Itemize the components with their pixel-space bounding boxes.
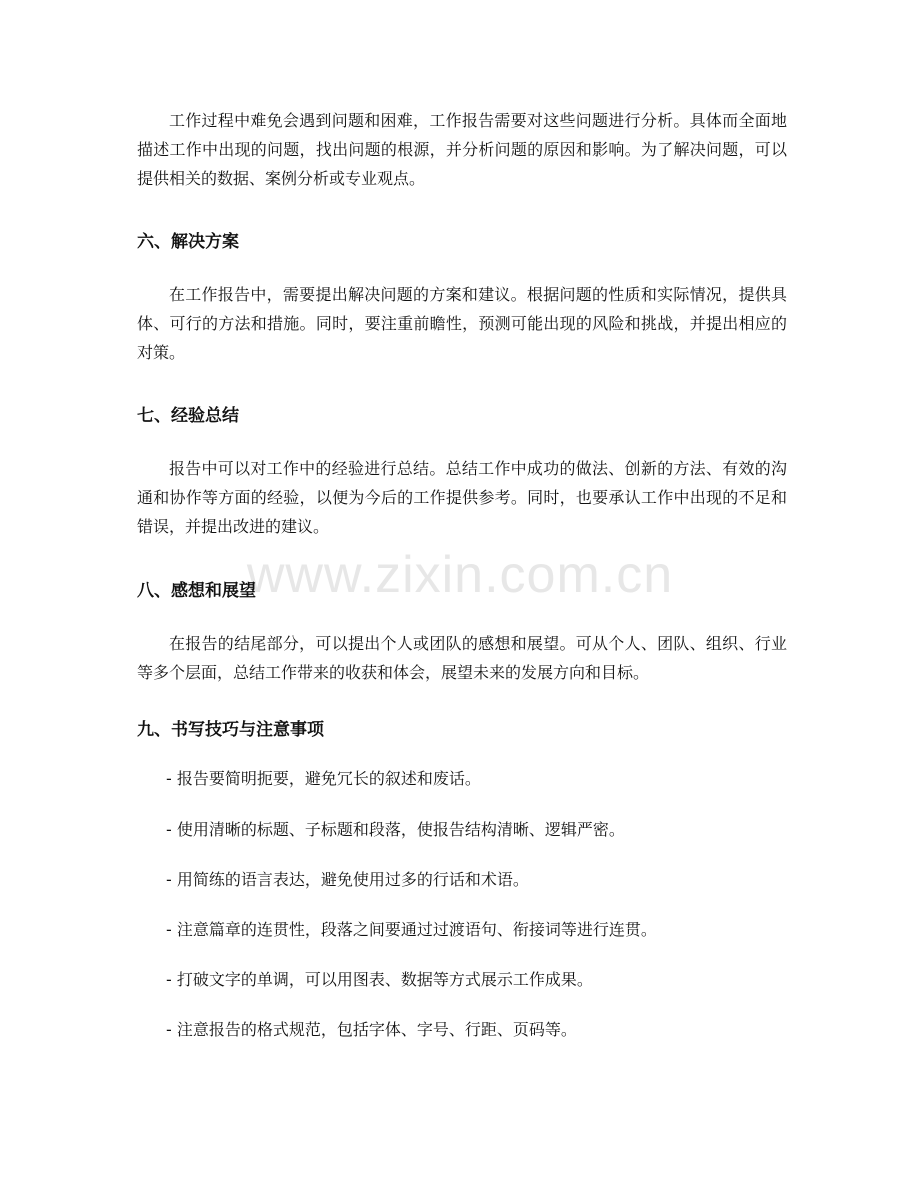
section-heading-experience: 七、经验总结 bbox=[137, 406, 239, 426]
list-item: - 打破文字的单调，可以用图表、数据等方式展示工作成果。 bbox=[166, 970, 593, 989]
list-item: - 注意报告的格式规范，包括字体、字号、行距、页码等。 bbox=[166, 1020, 577, 1039]
watermark: www.zixin.com.cn bbox=[246, 546, 674, 604]
section-body-reflections: 在报告的结尾部分，可以提出个人或团队的感想和展望。可从个人、团队、组织、行业等多个层面，总结工作带来的收获和体会，展望未来的发展方向和目标。 bbox=[137, 634, 787, 682]
section-heading-writing-tips: 九、书写技巧与注意事项 bbox=[137, 720, 324, 740]
list-item: - 注意篇章的连贯性，段落之间要通过过渡语句、衔接词等进行连贯。 bbox=[166, 920, 657, 939]
intro-paragraph: 工作过程中难免会遇到问题和困难，工作报告需要对这些问题进行分析。具体而全面地描述工作中出现的问题，找出问题的根源，并分析问题的原因和影响。为了解决问题，可以提供相关的数据、案例分析或专业观点。 bbox=[137, 111, 787, 188]
list-item: - 报告要简明扼要，避免冗长的叙述和废话。 bbox=[166, 769, 481, 788]
list-item: - 用简练的语言表达，避免使用过多的行话和术语。 bbox=[166, 870, 529, 889]
list-item: - 使用清晰的标题、子标题和段落，使报告结构清晰、逻辑严密。 bbox=[166, 820, 625, 839]
section-heading-reflections: 八、感想和展望 bbox=[137, 581, 256, 601]
section-heading-solutions: 六、解决方案 bbox=[137, 232, 239, 252]
section-body-experience: 报告中可以对工作中的经验进行总结。总结工作中成功的做法、创新的方法、有效的沟通和协作等方面的经验，以便为今后的工作提供参考。同时，也要承认工作中出现的不足和错误，并提出改进的建议。 bbox=[137, 459, 787, 536]
section-body-solutions: 在工作报告中，需要提出解决问题的方案和建议。根据问题的性质和实际情况，提供具体、可行的方法和措施。同时，要注重前瞻性，预测可能出现的风险和挑战，并提出相应的对策。 bbox=[137, 285, 787, 362]
